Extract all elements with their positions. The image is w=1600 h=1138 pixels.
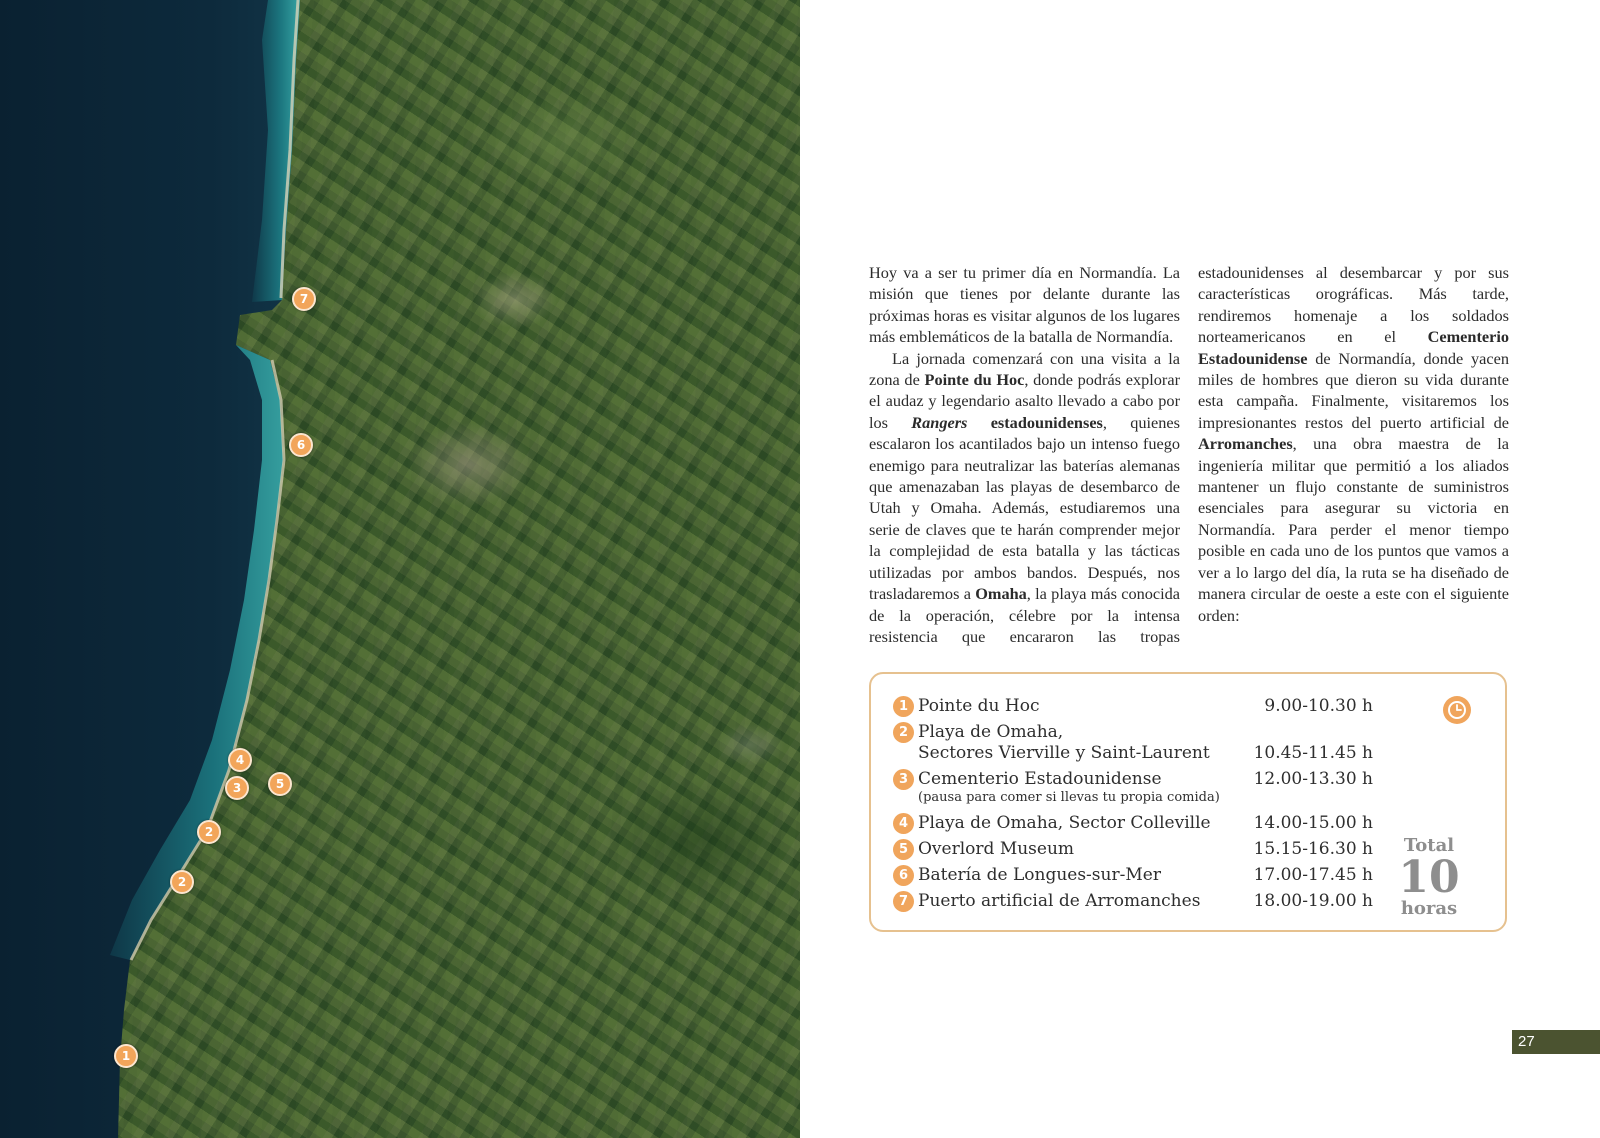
number-badge: 6: [893, 865, 914, 886]
map-pin-5: 5: [268, 772, 292, 796]
number-badge: 5: [893, 839, 914, 860]
map-pin-4: 4: [228, 748, 252, 772]
map-pin-6: 6: [289, 433, 313, 457]
number-badge: 1: [893, 696, 914, 717]
total-value: 10: [1398, 852, 1460, 903]
itinerary-time: 15.15-16.30 h: [1253, 839, 1373, 859]
map-pin-2: 2: [170, 870, 194, 894]
itinerary-place: Playa de Omaha, Sector Colleville: [918, 813, 1211, 833]
page-number: 27: [1512, 1030, 1600, 1054]
itinerary-place: Cementerio Estadounidense (pausa para comer si llevas tu propia comida): [918, 769, 1220, 805]
itinerary-place: Pointe du Hoc: [918, 696, 1040, 716]
map-pin-3: 3: [225, 776, 249, 800]
itinerary-place: Batería de Longues-sur-Mer: [918, 865, 1161, 885]
itinerary-place: Puerto artificial de Arromanches: [918, 891, 1201, 911]
itinerary-time: 14.00-15.00 h: [1253, 813, 1373, 833]
map-pin-1: 1: [114, 1044, 138, 1068]
number-badge: 2: [893, 722, 914, 743]
clock-icon: [1443, 696, 1471, 724]
itinerary-time: 18.00-19.00 h: [1253, 891, 1373, 911]
itinerary-time: 12.00-13.30 h: [1253, 769, 1373, 789]
intro-paragraph-2: La jornada comenzará con una visita a la zona de Pointe du Hoc, donde podrás explorar el audaz y legendario asalto llevado a cabo por los Rangers estadounidenses, quienes escalaron los acantilados bajo un intenso fuego enemigo para neutralizar las baterías alemanas que amenazaban las playas de desembarco de Utah y Omaha. Además, estudiaremos una serie de claves que te harán comprender mejor la complejidad de esta batalla y las tácticas utilizadas por ambos bandos. Después, nos trasladaremos a Omaha, la playa más conocida de la operación, célebre por la intensa resistencia que encararon las tropas estadounidenses al desembarcar y por sus características orográficas. Más tarde, rendiremos homenaje a los soldados norteamericanos en el Cementerio Estadounidense de Normandía, donde yacen miles de hombres que dieron su vida durante esta campaña. Finalmente, visitaremos los impresionantes restos del puerto artificial de Arromanches, una obra maestra de la ingeniería militar que permitió a los aliados mantener un flujo constante de suministros esenciales para asegurar su victoria en Normandía. Para perder el menor tiempo posible en cada uno de los puntos que vamos a ver a lo largo del día, la ruta se ha diseñado de manera circular de oeste a este con el siguiente orden:: [869, 263, 1509, 646]
map-pin-2: 2: [197, 820, 221, 844]
map-pin-7: 7: [292, 287, 316, 311]
itinerary-note: (pausa para comer si llevas tu propia comida): [918, 790, 1220, 805]
total-label: Total: [1403, 835, 1455, 856]
itinerary-time: 10.45-11.45 h: [1253, 743, 1373, 763]
itinerary-place: Playa de Omaha, Sectores Vierville y Saint-Laurent: [918, 722, 1210, 763]
number-badge: 7: [893, 891, 914, 912]
total-unit: horas: [1400, 898, 1458, 919]
number-badge: 3: [893, 769, 914, 790]
itinerary-place: Overlord Museum: [918, 839, 1075, 859]
itinerary-time: 17.00-17.45 h: [1253, 865, 1373, 885]
total-duration: [1383, 836, 1475, 918]
intro-paragraph-1: Hoy va a ser tu primer día en Normandía. La misión que tienes por delante durante las próximas horas es visitar algunos de los lugares más emblemáticos de la batalla de Normandía.: [869, 263, 1180, 347]
itinerary-box: [869, 672, 1507, 932]
number-badge: 4: [893, 813, 914, 834]
itinerary-time: 9.00-10.30 h: [1264, 696, 1373, 716]
intro-text: [869, 262, 1509, 647]
